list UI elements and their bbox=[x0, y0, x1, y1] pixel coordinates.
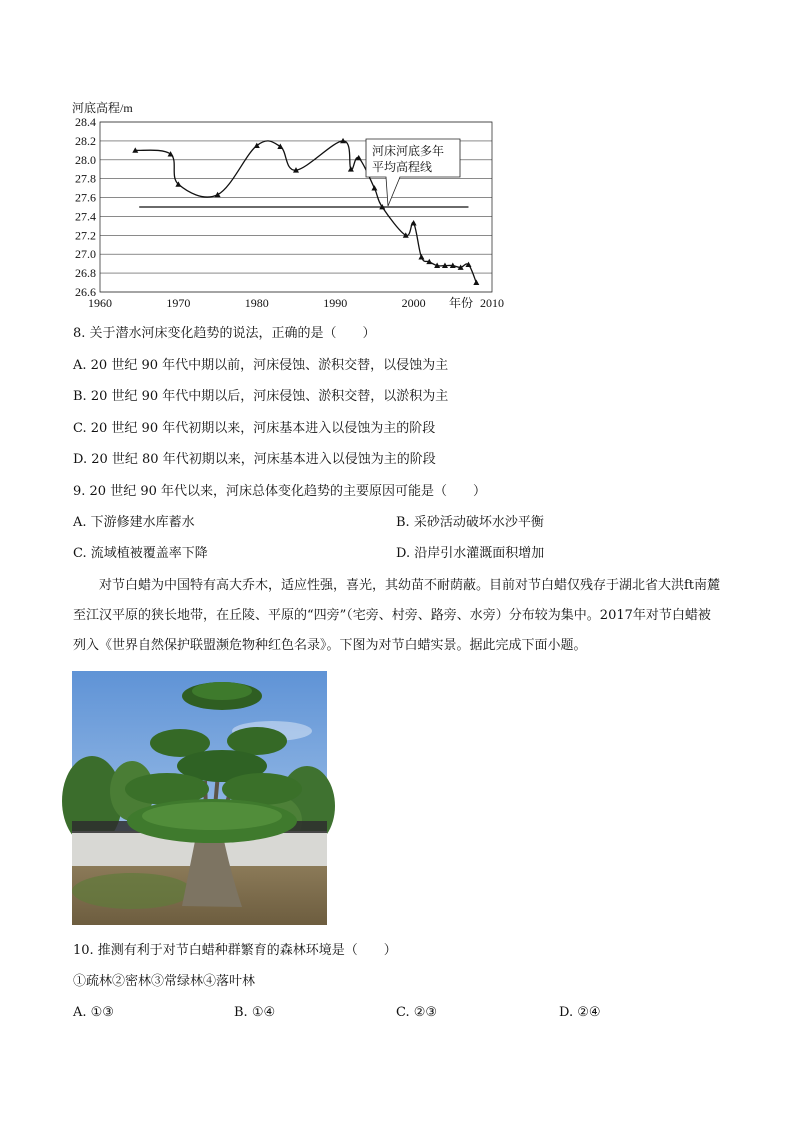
data-point-marker bbox=[418, 254, 424, 259]
passage: 对节白蜡为中国特有高大乔木，适应性强，喜光，其幼苗不耐荫蔽。目前对节白蜡仅残存于湖北省大洪ft南麓至江汉平原的狭长地带，在丘陵、平原的“四旁”（宅旁、村旁、路旁、水旁）分布较为集中。2017年对节白蜡被列入《世界自然保护联盟濒危物种红色名录》。下图为对节白蜡实景。据此完成下面小题。 bbox=[73, 578, 721, 653]
data-point-marker bbox=[473, 280, 479, 285]
x-tick-label: 1960 bbox=[88, 296, 112, 310]
data-point-marker bbox=[371, 185, 377, 190]
y-tick-label: 28.2 bbox=[75, 133, 96, 148]
annotation-callout bbox=[366, 139, 460, 206]
q10-option-c[interactable]: C. ②③ bbox=[396, 1005, 438, 1020]
data-point-marker bbox=[168, 151, 174, 156]
q9-option-c[interactable]: C. 流域植被覆盖率下降 bbox=[73, 546, 208, 561]
data-point-marker bbox=[340, 138, 346, 143]
tree-photo bbox=[72, 671, 327, 925]
y-tick-label: 27.0 bbox=[75, 247, 96, 262]
q10-option-d[interactable]: D. ②④ bbox=[559, 1005, 601, 1020]
y-tick-label: 28.4 bbox=[75, 115, 96, 129]
x-tick-labels bbox=[88, 296, 504, 310]
y-tick-label: 27.4 bbox=[75, 209, 96, 224]
q8-option-a[interactable]: A. 20 世纪 90 年代中期以前，河床侵蚀、淤积交替，以侵蚀为主 bbox=[73, 358, 449, 373]
y-tick-label: 26.6 bbox=[75, 285, 96, 299]
data-point-marker bbox=[411, 220, 417, 225]
annotation-line-1: 河床河底多年 bbox=[372, 144, 445, 158]
x-tick-label: 2010 bbox=[480, 296, 504, 310]
y-tick-labels bbox=[75, 115, 96, 299]
y-axis-label: 河底高程/m bbox=[72, 101, 133, 115]
river-bed-elevation-chart bbox=[68, 98, 504, 313]
q9-option-d[interactable]: D. 沿岸引水灌溉面积增加 bbox=[396, 546, 545, 561]
q8-option-d[interactable]: D. 20 世纪 80 年代初期以来，河床基本进入以侵蚀为主的阶段 bbox=[73, 452, 436, 467]
annotation-line-2: 平均高程线 bbox=[372, 160, 433, 174]
y-tick-label: 27.2 bbox=[75, 228, 96, 243]
q10-option-b[interactable]: B. ①④ bbox=[234, 1005, 276, 1020]
q9-option-b[interactable]: B. 采砂活动破坏水沙平衡 bbox=[396, 515, 544, 530]
y-tick-label: 26.8 bbox=[75, 266, 96, 281]
y-tick-label: 28.0 bbox=[75, 152, 96, 167]
data-point-marker bbox=[277, 144, 283, 149]
q9-stem: 9. 20 世纪 90 年代以来，河床总体变化趋势的主要原因可能是（ ） bbox=[73, 484, 487, 499]
x-tick-label: 1970 bbox=[166, 296, 191, 310]
y-tick-label: 27.6 bbox=[75, 190, 96, 205]
q8-option-b[interactable]: B. 20 世纪 90 年代中期以后，河床侵蚀、淤积交替，以淤积为主 bbox=[73, 389, 449, 404]
q10-option-a[interactable]: A. ①③ bbox=[73, 1005, 114, 1020]
y-tick-label: 27.8 bbox=[75, 171, 96, 186]
x-tick-label: 2000 bbox=[401, 296, 426, 310]
x-axis-label: 年份 bbox=[449, 296, 474, 310]
q9-option-a[interactable]: A. 下游修建水库蓄水 bbox=[73, 515, 195, 530]
q8-option-c[interactable]: C. 20 世纪 90 年代初期以来，河床基本进入以侵蚀为主的阶段 bbox=[73, 421, 436, 436]
q8-stem: 8. 关于潜水河床变化趋势的说法，正确的是（ ） bbox=[73, 326, 376, 341]
q10-choices: ①疏林②密林③常绿林④落叶林 bbox=[73, 974, 256, 989]
data-point-marker bbox=[215, 192, 221, 197]
x-tick-label: 1990 bbox=[323, 296, 348, 310]
x-tick-label: 1980 bbox=[244, 296, 269, 310]
q10-stem: 10. 推测有利于对节白蜡种群繁育的森林环境是（ ） bbox=[73, 943, 397, 958]
